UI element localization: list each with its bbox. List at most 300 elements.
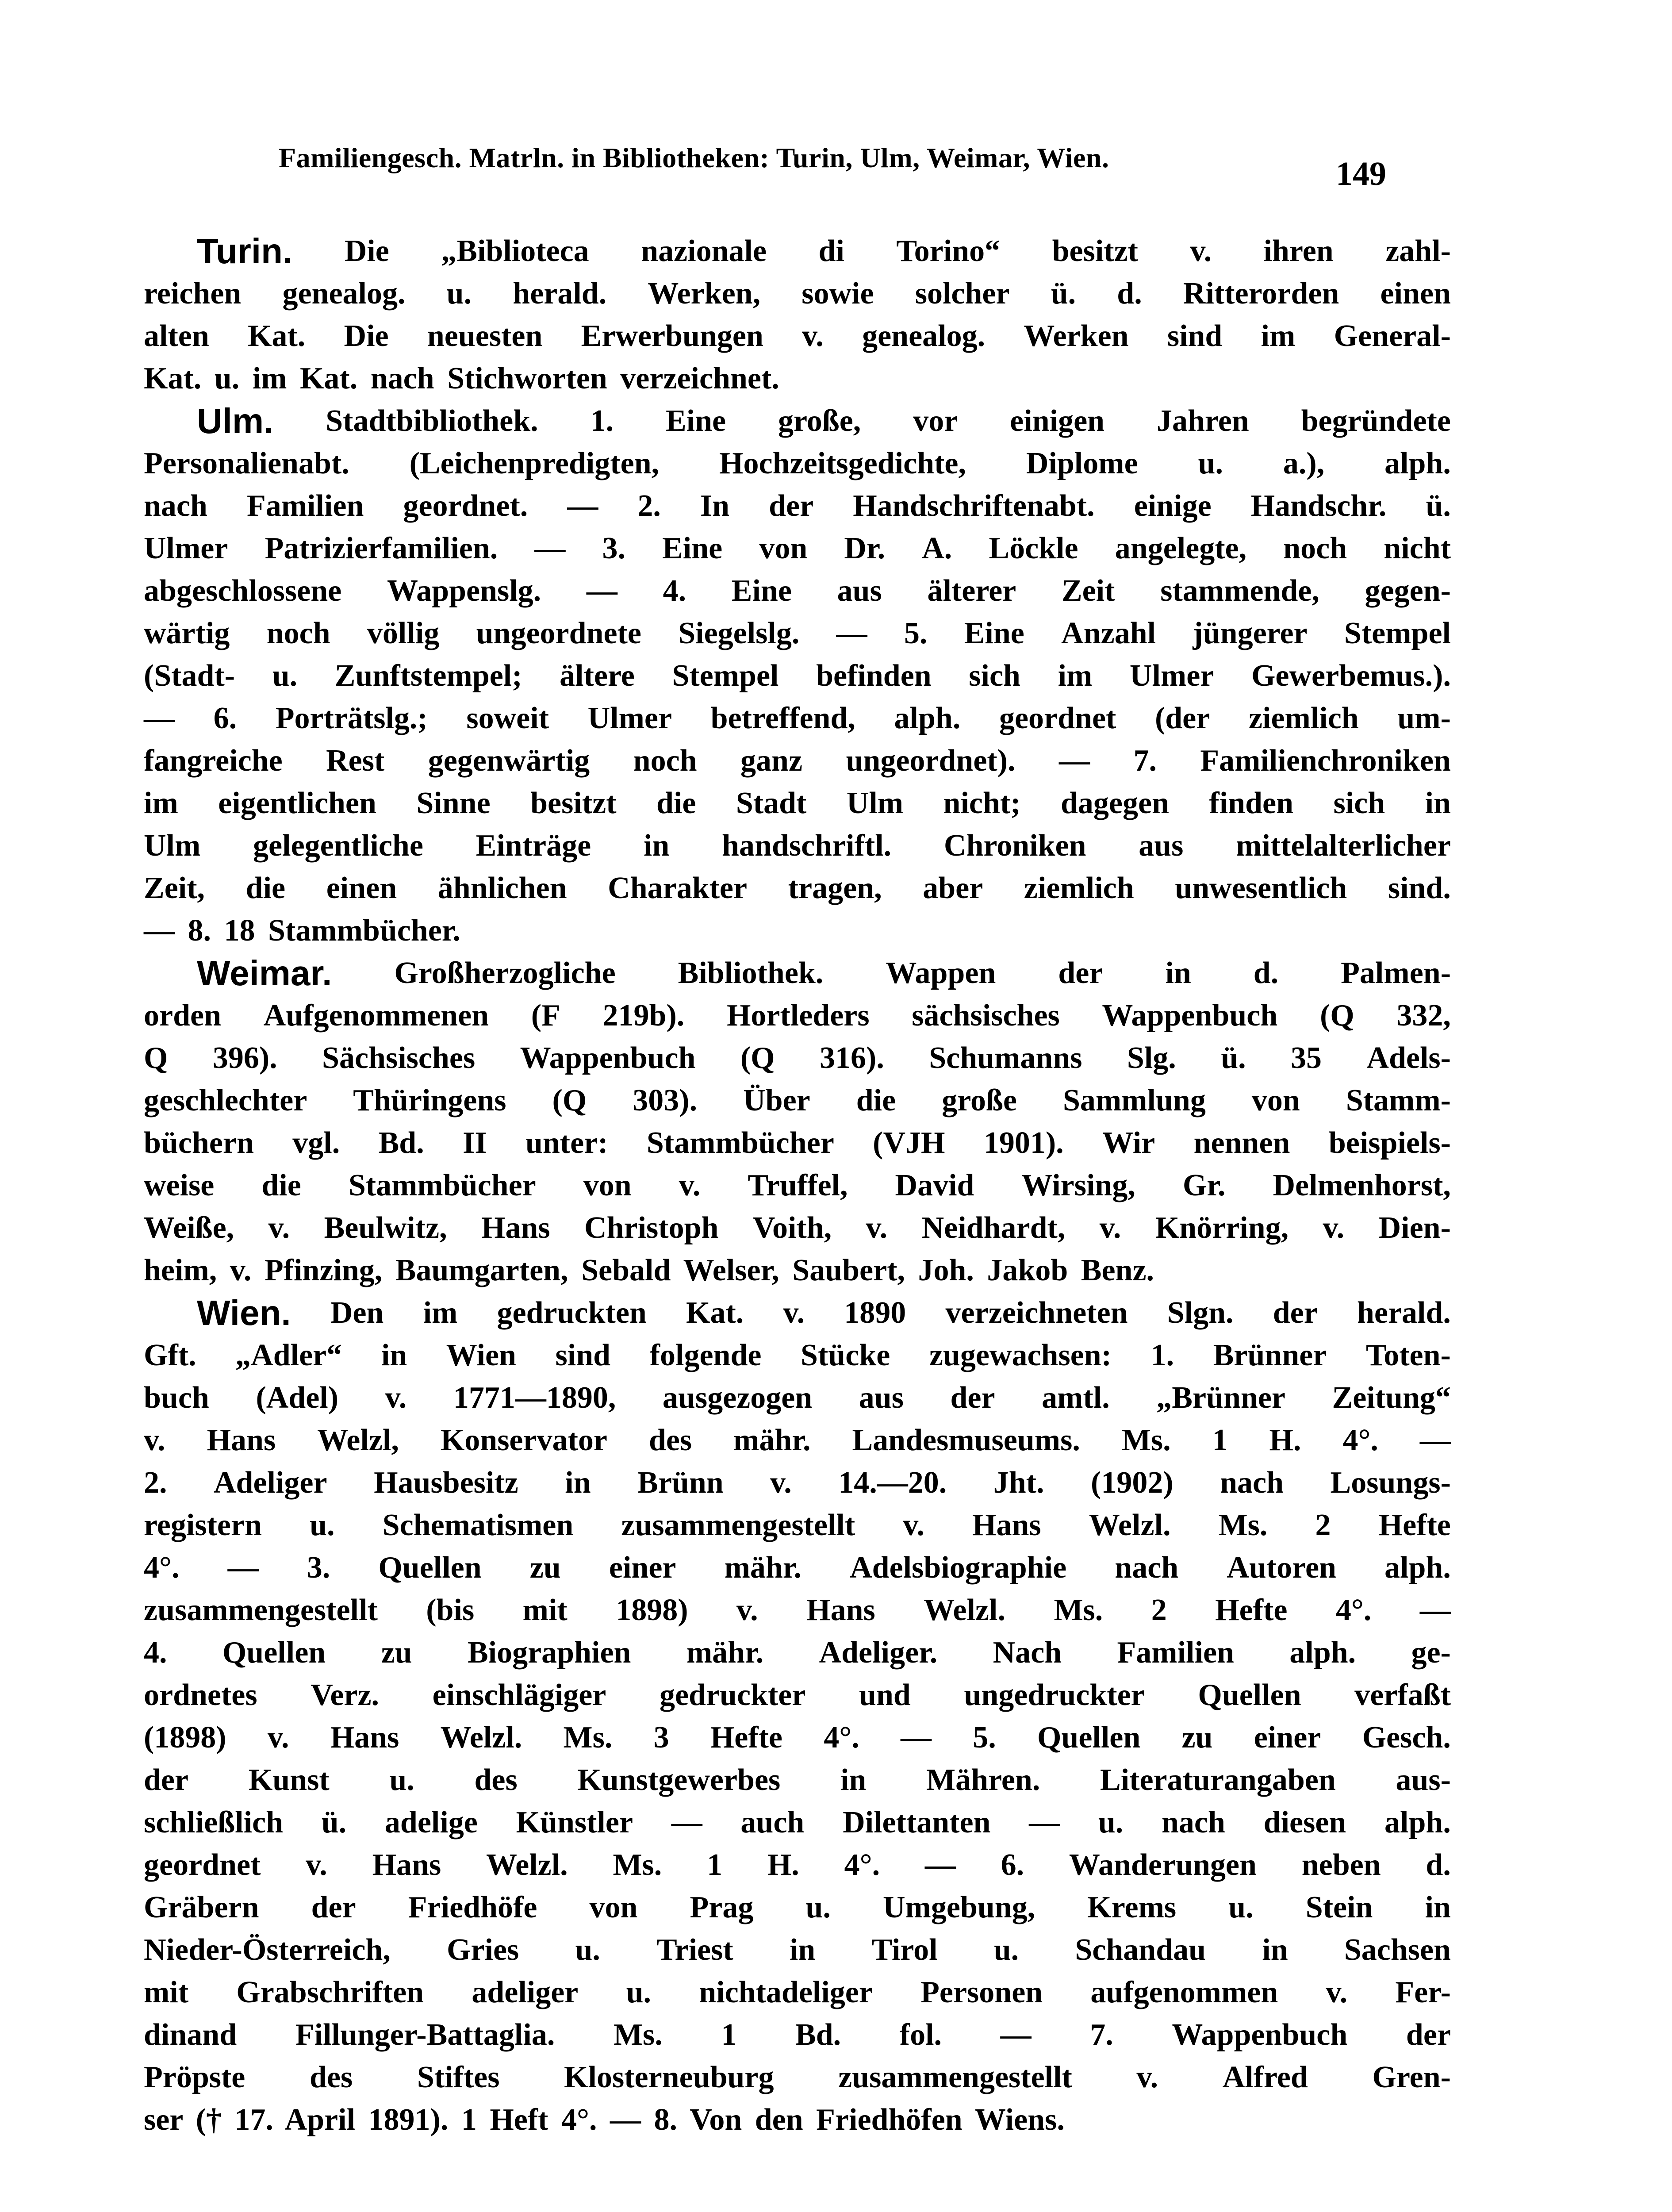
text-line <box>144 1801 1451 1844</box>
word: Kunstgewerbes <box>577 1763 781 1797</box>
word: 7. <box>1090 2018 1113 2052</box>
word: Prag <box>690 1890 754 1924</box>
word: Wappenbuch <box>1102 998 1278 1033</box>
word: Quellen <box>1037 1720 1141 1755</box>
word: um- <box>1397 701 1451 735</box>
word: — <box>836 616 867 650</box>
word: jüngerer <box>1193 616 1308 650</box>
word: zusammengestellt <box>838 2060 1072 2094</box>
word: Tirol <box>871 1933 938 1967</box>
word: Voith, <box>752 1211 832 1245</box>
word: Personen <box>920 1975 1043 2009</box>
word: gegen- <box>1365 574 1451 608</box>
word: — <box>1419 1423 1451 1457</box>
text-line <box>144 1844 1451 1886</box>
word: nazionale <box>641 234 767 268</box>
word: Brünner <box>1213 1338 1327 1372</box>
word: Großherzogliche <box>394 956 616 990</box>
word: ihren <box>1263 234 1334 268</box>
word: 5. <box>973 1720 996 1755</box>
word: 14.—20. <box>838 1466 947 1500</box>
word: Ms. <box>613 2018 663 2052</box>
text-line <box>144 612 1451 655</box>
word: v. <box>783 1296 805 1330</box>
word: ältere <box>560 659 635 693</box>
text-line <box>144 273 1451 315</box>
word: 1890 <box>844 1296 906 1330</box>
word: im <box>1058 659 1093 693</box>
line-text: — 8. 18 Stammbücher. <box>144 914 460 948</box>
word: 5. <box>904 616 928 650</box>
word: aus <box>859 1381 904 1415</box>
word: Handschriftenabt. <box>853 489 1095 523</box>
word: Stammbücher <box>348 1168 536 1202</box>
word: Landesmuseums. <box>852 1423 1080 1457</box>
word: 1. <box>590 404 614 438</box>
word: zu <box>1181 1720 1213 1755</box>
word: verzeichneten <box>945 1296 1128 1330</box>
word: d. <box>1117 276 1142 311</box>
text-line <box>144 1632 1451 1674</box>
word: geordnet. <box>403 489 528 523</box>
word: der <box>144 1763 189 1797</box>
text-line <box>144 357 1451 400</box>
word: der <box>769 489 814 523</box>
word: große, <box>778 404 861 438</box>
word: Eine <box>964 616 1024 650</box>
word: der <box>1273 1296 1318 1330</box>
word: zu <box>381 1636 412 1670</box>
word: nach <box>1115 1551 1179 1585</box>
word: Familien <box>1117 1636 1234 1670</box>
text-line <box>144 740 1451 782</box>
word: — <box>671 1805 702 1839</box>
word: „Brünner <box>1156 1381 1285 1415</box>
word: wärtig <box>144 616 230 650</box>
word: Rest <box>326 744 385 778</box>
word: (VJH <box>873 1126 945 1160</box>
word: 2 <box>1315 1508 1331 1542</box>
text-line <box>144 1462 1451 1504</box>
word: mit <box>522 1593 568 1627</box>
word: Ulm <box>144 829 201 863</box>
word: Gesch. <box>1362 1720 1451 1755</box>
word: Bd. <box>795 2018 841 2052</box>
word: Ulmer <box>144 531 228 565</box>
word: Wappen <box>886 956 996 990</box>
word: mähr. <box>733 1423 811 1457</box>
word: aus- <box>1396 1763 1451 1797</box>
word: Bd. <box>378 1126 424 1160</box>
text-line <box>144 2056 1451 2099</box>
text-line <box>144 1419 1451 1462</box>
word: H. <box>1269 1423 1301 1457</box>
word: (Q <box>740 1041 775 1075</box>
line-text: ser († 17. April 1891). 1 Heft 4°. — 8. Von den Friedhöfen Wiens. <box>144 2103 1065 2137</box>
line-text: heim, v. Pfinzing, Baumgarten, Sebald Welser, Saubert, Joh. Jakob Benz. <box>144 1253 1154 1287</box>
word: v. <box>736 1593 758 1627</box>
word: ü. <box>1426 489 1451 523</box>
word: 316). <box>820 1041 884 1075</box>
word: (1902) <box>1091 1466 1173 1500</box>
word: Gries <box>446 1933 519 1967</box>
word: Wappenbuch <box>1172 2018 1348 2052</box>
word: 219b). <box>602 998 685 1033</box>
word: 1771—1890, <box>453 1381 616 1415</box>
word: 1901). <box>983 1126 1064 1160</box>
word: (bis <box>426 1593 475 1627</box>
word: noch <box>1283 531 1347 565</box>
word: — <box>586 574 617 608</box>
word: Handschr. <box>1250 489 1387 523</box>
word: schließlich <box>144 1805 284 1839</box>
word: alph. <box>894 701 961 735</box>
word: A. <box>922 531 952 565</box>
word: in <box>1262 1933 1288 1967</box>
word: geordnet <box>144 1848 261 1882</box>
word: fangreiche <box>144 744 283 778</box>
word: tragen, <box>788 871 882 905</box>
word: Die <box>344 234 389 268</box>
text-line <box>144 1886 1451 1929</box>
word: nach <box>144 489 207 523</box>
word: Werken <box>1024 319 1129 353</box>
word: in <box>565 1466 591 1500</box>
word: besitzt <box>530 786 617 820</box>
word: zusammengestellt <box>621 1508 855 1542</box>
word: ähnlichen <box>437 871 567 905</box>
word: Quellen <box>222 1636 326 1670</box>
word: (Leichenpredigten, <box>409 446 660 480</box>
word: in <box>1425 786 1451 820</box>
word: Charakter <box>608 871 748 905</box>
word: im <box>1261 319 1296 353</box>
word: 1. <box>1150 1338 1174 1372</box>
word: Grabschriften <box>236 1975 424 2009</box>
word: 1 <box>707 1848 723 1882</box>
word: 396). <box>212 1041 277 1075</box>
word: der <box>311 1890 356 1924</box>
word: Hefte <box>1378 1508 1451 1542</box>
word: alph. <box>1384 446 1451 480</box>
word: (Q <box>1319 998 1354 1033</box>
word: ü. <box>1221 1041 1246 1075</box>
word: Über <box>743 1083 810 1118</box>
word: Beulwitz, <box>324 1211 447 1245</box>
word: — <box>924 1848 956 1882</box>
word: 4. <box>144 1636 167 1670</box>
word: noch <box>633 744 697 778</box>
word: gedruckter <box>659 1678 806 1712</box>
word: Aufgenommenen <box>263 998 489 1033</box>
word: Anzahl <box>1061 616 1156 650</box>
word: alten <box>144 319 209 353</box>
word: Eine <box>665 404 726 438</box>
word: Ulmer <box>1129 659 1214 693</box>
word: Mähren. <box>926 1763 1040 1797</box>
word: gedruckten <box>497 1296 647 1330</box>
word: Stadt <box>736 786 807 820</box>
word: Zunftstempel; <box>334 659 522 693</box>
word: u. <box>446 276 472 311</box>
text-line <box>144 995 1451 1037</box>
word: Jahren <box>1156 404 1249 438</box>
word: Ulmer <box>587 701 672 735</box>
word: Schandau <box>1075 1933 1206 1967</box>
word: einige <box>1134 489 1212 523</box>
word: mit <box>144 1975 189 2009</box>
word: Toten- <box>1365 1338 1451 1372</box>
word: vor <box>913 404 958 438</box>
word: 332, <box>1396 998 1451 1033</box>
word: ziemlich <box>1024 871 1134 905</box>
word: Stadtbibliothek. <box>326 404 538 438</box>
word: gelegentliche <box>253 829 423 863</box>
word: im <box>144 786 178 820</box>
word: Hans <box>806 1593 875 1627</box>
word: einer <box>1254 1720 1321 1755</box>
word: Hans <box>207 1423 276 1457</box>
word: einschlägiger <box>432 1678 606 1712</box>
word: — <box>1059 744 1090 778</box>
word: geschlechter <box>144 1083 307 1118</box>
text-line <box>144 230 1451 273</box>
word: Welzl. <box>440 1720 522 1755</box>
word: die <box>656 786 696 820</box>
word: sowie <box>801 276 874 311</box>
word: v. <box>903 1508 924 1542</box>
word: H. <box>767 1848 799 1882</box>
word: Welzl. <box>924 1593 1005 1627</box>
section-heading: Weimar. <box>197 953 332 993</box>
word: in <box>1425 1890 1451 1924</box>
word: Gren- <box>1372 2060 1451 2094</box>
word: Ms. <box>1121 1423 1171 1457</box>
text-line <box>144 2099 1451 2141</box>
word: ü. <box>321 1805 347 1839</box>
word: Gewerbemus.). <box>1251 659 1451 693</box>
word: 1 <box>1212 1423 1228 1457</box>
text-line <box>144 442 1451 485</box>
word: Slg. <box>1127 1041 1176 1075</box>
word: Wappenslg. <box>387 574 541 608</box>
word: amtl. <box>1042 1381 1110 1415</box>
word: aber <box>923 871 983 905</box>
word: Sinne <box>416 786 491 820</box>
word: (F <box>531 998 560 1033</box>
word: 1898) <box>616 1593 688 1627</box>
word: Krems <box>1087 1890 1177 1924</box>
word: Sachsen <box>1344 1933 1451 1967</box>
word: (Q <box>552 1083 587 1118</box>
word: besitzt <box>1052 234 1138 268</box>
word: 3 <box>653 1720 669 1755</box>
word: betreffend, <box>710 701 855 735</box>
word: in <box>789 1933 816 1967</box>
word: des <box>648 1423 692 1457</box>
word: Adels- <box>1366 1041 1451 1075</box>
word: Quellen <box>1198 1678 1301 1712</box>
word: Slgn. <box>1167 1296 1234 1330</box>
word: sind. <box>1388 871 1451 905</box>
word: u. <box>575 1933 600 1967</box>
word: (der <box>1154 701 1210 735</box>
text-line <box>144 697 1451 740</box>
text-line <box>144 1674 1451 1717</box>
word: des <box>309 2060 353 2094</box>
word: „Biblioteca <box>441 234 589 268</box>
word: alph. <box>1289 1636 1356 1670</box>
word: Truffel, <box>748 1168 848 1202</box>
text-line <box>144 1759 1451 1801</box>
word: handschriftl. <box>722 829 892 863</box>
word: aufgenommen <box>1090 1975 1278 2009</box>
word: ganz <box>740 744 803 778</box>
word: — <box>1029 1805 1060 1839</box>
word: einen <box>326 871 397 905</box>
word: der <box>1406 2018 1451 2052</box>
word: Welzl. <box>1089 1508 1171 1542</box>
word: u. <box>272 659 298 693</box>
word: Hortleders <box>726 998 870 1033</box>
page-number: 149 <box>1336 155 1386 192</box>
word: ziemlich <box>1248 701 1359 735</box>
word: folgende <box>649 1338 762 1372</box>
word: Weiße, <box>144 1211 234 1245</box>
text-line <box>144 1207 1451 1249</box>
word: reichen <box>144 276 242 311</box>
word: Nieder-Österreich, <box>144 1933 391 1967</box>
word: Künstler <box>516 1805 633 1839</box>
text-line <box>144 1249 1451 1292</box>
word: alph. <box>1384 1805 1451 1839</box>
word: mittelalterlicher <box>1236 829 1451 863</box>
section-heading: Wien. <box>197 1293 291 1333</box>
word: Autoren <box>1227 1551 1336 1585</box>
word: 4°. <box>824 1720 859 1755</box>
word: Sächsisches <box>322 1041 476 1075</box>
word: neben <box>1301 1848 1381 1882</box>
word: Wien <box>446 1338 516 1372</box>
word: Dilettanten <box>843 1805 991 1839</box>
word: gegenwärtig <box>428 744 590 778</box>
word: u. <box>993 1933 1019 1967</box>
word: II <box>463 1126 487 1160</box>
word: u. <box>1198 446 1223 480</box>
word: sind <box>1167 319 1223 353</box>
word: — <box>1419 1593 1451 1627</box>
word: Triest <box>656 1933 733 1967</box>
word: u. <box>805 1890 831 1924</box>
word: — <box>534 531 566 565</box>
word: Siegelslg. <box>678 616 800 650</box>
word: Die <box>344 319 389 353</box>
word: Wirsing, <box>1021 1168 1135 1202</box>
word: Literaturangaben <box>1100 1763 1336 1797</box>
text-line <box>144 1929 1451 1971</box>
word: Quellen <box>378 1551 482 1585</box>
word: — <box>1000 2018 1032 2052</box>
word: Hausbesitz <box>374 1466 518 1500</box>
word: ge- <box>1411 1636 1451 1670</box>
word: Klosterneuburg <box>564 2060 774 2094</box>
word: vgl. <box>292 1126 340 1160</box>
word: Gft. <box>144 1338 196 1372</box>
word: 2 <box>1151 1593 1167 1627</box>
word: u. <box>310 1508 335 1542</box>
word: Konservator <box>440 1423 607 1457</box>
line-text: Kat. u. im Kat. nach Stichworten verzeichnet. <box>144 361 779 396</box>
word: Stamm- <box>1346 1083 1451 1118</box>
text-line <box>144 315 1451 357</box>
word: des <box>474 1763 518 1797</box>
word: Stücke <box>801 1338 890 1372</box>
word: in <box>381 1338 407 1372</box>
word: v. <box>1326 1975 1348 2009</box>
word: 4. <box>663 574 686 608</box>
word: — <box>144 701 175 735</box>
word: v. <box>1099 1211 1121 1245</box>
text-line <box>144 655 1451 697</box>
word: dagegen <box>1060 786 1169 820</box>
word: einen <box>1380 276 1451 311</box>
word: weise <box>144 1168 215 1202</box>
word: Fer- <box>1395 1975 1451 2009</box>
word: einigen <box>1010 404 1105 438</box>
text-line <box>144 1504 1451 1547</box>
word: 303). <box>633 1083 698 1118</box>
word: 6. <box>213 701 237 735</box>
word: von <box>589 1890 638 1924</box>
word: alph. <box>1384 1551 1451 1585</box>
word: Diplome <box>1026 446 1138 480</box>
word: sächsisches <box>912 998 1060 1033</box>
word: Neidhardt, <box>921 1211 1066 1245</box>
word: Stiftes <box>417 2060 500 2094</box>
word: v. <box>1190 234 1212 268</box>
word: Adeliger. <box>819 1636 938 1670</box>
word: Ritterorden <box>1183 276 1339 311</box>
word: Hans <box>481 1211 550 1245</box>
word: ordnetes <box>144 1678 257 1712</box>
word: von <box>1251 1083 1300 1118</box>
word: Personalienabt. <box>144 446 349 480</box>
word: Gr. <box>1182 1168 1226 1202</box>
word: 35 <box>1291 1041 1322 1075</box>
word: beispiels- <box>1328 1126 1451 1160</box>
word: 4°. <box>1342 1423 1378 1457</box>
word: Umgebung, <box>882 1890 1035 1924</box>
word: herald. <box>513 276 607 311</box>
section-heading: Ulm. <box>197 401 274 441</box>
word: aus <box>1139 829 1184 863</box>
word: und <box>859 1678 911 1712</box>
word: Kunst <box>248 1763 330 1797</box>
text-line <box>144 400 1451 442</box>
word: Sammlung <box>1063 1083 1206 1118</box>
word: geordnet <box>999 701 1116 735</box>
word: nennen <box>1193 1126 1290 1160</box>
word: ausgezogen <box>662 1381 813 1415</box>
word: David <box>895 1168 974 1202</box>
word: von <box>583 1168 632 1202</box>
text-line <box>144 1547 1451 1589</box>
word: Delmenhorst, <box>1273 1168 1451 1202</box>
word: Verz. <box>311 1678 380 1712</box>
word: die <box>245 871 286 905</box>
word: d. <box>1426 1848 1451 1882</box>
word: 3. <box>307 1551 330 1585</box>
